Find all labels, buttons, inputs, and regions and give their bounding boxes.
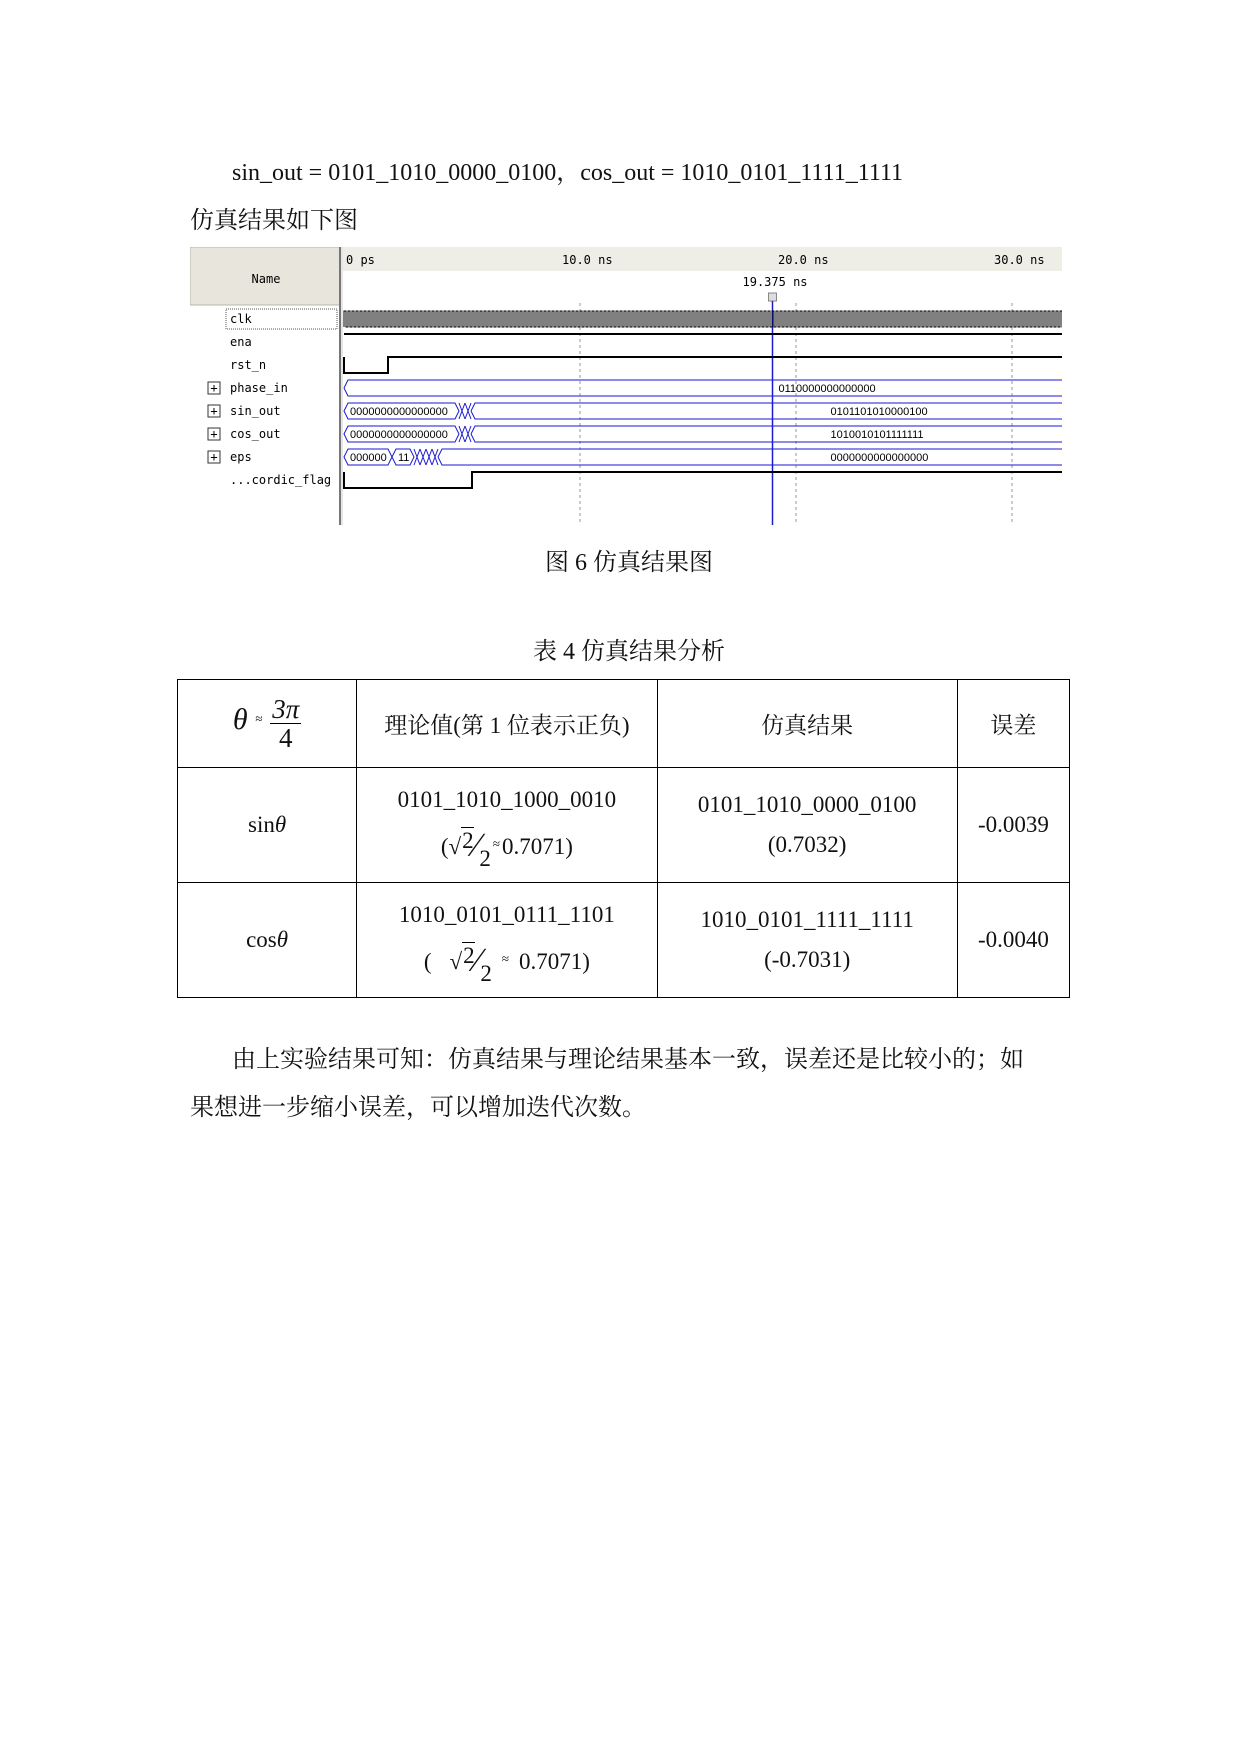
bus-segment: [438, 449, 1062, 465]
table-caption: 表 4 仿真结果分析: [533, 639, 725, 665]
sin-theta-cell: [178, 768, 357, 883]
sim-cell: [657, 768, 957, 883]
rst-trace: [344, 357, 1062, 373]
conclusion-line-2: 果想进一步缩小误差，可以增加迭代次数。: [190, 1095, 646, 1121]
signal-name-clk: clk: [230, 312, 252, 326]
signal-name-ena: ena: [230, 335, 252, 349]
bus-transition: [465, 426, 471, 442]
theory-value: [357, 825, 656, 871]
bus-transition: [459, 403, 465, 419]
time-ruler: [343, 247, 1062, 271]
sim-value: (-0.7031): [764, 947, 851, 972]
sqrt-symbol: √2: [448, 828, 474, 859]
bus-transition: [465, 403, 471, 419]
table-header-row: [178, 680, 1070, 768]
func-label: cos: [246, 927, 277, 952]
approx-value: 0.7071): [501, 834, 573, 859]
theory-cell: [357, 883, 657, 998]
figure-intro: 仿真结果如下图: [190, 208, 358, 234]
denominator: 2: [479, 846, 491, 871]
theory-cell: [357, 768, 657, 883]
approx-symbol: ≈: [255, 710, 263, 726]
sim-binary: 1010_0101_1111_1111: [700, 907, 914, 932]
signal-name-sin_out: sin_out: [230, 404, 281, 418]
frac-numerator: 3π: [272, 693, 300, 724]
cos-theta-cell: [178, 883, 357, 998]
figure-caption: 图 6 仿真结果图: [545, 550, 713, 576]
time-label: 30.0 ns: [994, 253, 1045, 267]
bus-transition: [432, 449, 438, 465]
bus-value-early: 000000: [350, 452, 387, 464]
theta-symbol: θ: [274, 812, 287, 837]
name-header: Name: [251, 272, 281, 286]
theory-binary: 1010_0101_0111_1101: [398, 902, 615, 927]
denominator: 2: [480, 961, 492, 986]
sim-value: (0.7032): [767, 832, 847, 857]
signal-name-eps: eps: [230, 450, 252, 464]
conclusion-line-1: 由上实验结果可知：仿真结果与理论结果基本一致，误差还是比较小的；如: [232, 1047, 1024, 1073]
time-label: 10.0 ns: [562, 253, 613, 267]
approx-value: 0.7071): [518, 949, 590, 974]
bus-value: 1010010101111111: [830, 429, 924, 441]
theta-symbol: θ: [276, 927, 289, 952]
bus-value-early: 0000000000000000: [350, 429, 448, 441]
time-label: 0 ps: [346, 253, 375, 267]
bus-segment: [471, 403, 1062, 419]
waveform-svg: [190, 247, 1062, 525]
fraction-slash: ∕: [473, 827, 480, 864]
waveform-figure: [190, 247, 1062, 525]
expand-glyph: +: [210, 450, 218, 464]
table-row: [178, 768, 1070, 883]
error-header: 误差: [957, 680, 1069, 768]
open-paren: (: [423, 949, 432, 974]
error-cell: -0.0040: [957, 883, 1069, 998]
bus-value: 0000000000000000: [830, 452, 929, 464]
cursor-handle: [769, 293, 777, 301]
bus-value-early: 0000000000000000: [350, 406, 448, 418]
sqrt-symbol: √2: [449, 943, 475, 974]
signal-name-cordic_flag: ...cordic_flag: [230, 473, 332, 487]
time-label: 20.0 ns: [778, 253, 829, 267]
bus-transition: [459, 426, 465, 442]
bus-transition: [426, 449, 432, 465]
signal-name-cos_out: cos_out: [230, 427, 281, 441]
bus-transition: [420, 449, 426, 465]
error-cell: -0.0039: [957, 768, 1069, 883]
approx-symbol: ≈: [501, 951, 509, 966]
theta-header-cell: [178, 680, 357, 768]
bus-transition: [414, 449, 420, 465]
bus-value-early2: 11: [398, 452, 410, 464]
theory-binary: 0101_1010_1000_0010: [397, 787, 617, 812]
expand-glyph: +: [210, 381, 218, 395]
bus-segment: [344, 380, 1062, 396]
sim-header: 仿真结果: [657, 680, 957, 768]
results-table: [177, 679, 1070, 998]
three-pi-over-four: [270, 695, 301, 753]
theory-value: [357, 940, 656, 986]
flag-trace: [344, 472, 1062, 488]
bus-value: 0101101010000100: [830, 406, 928, 418]
sim-binary: 0101_1010_0000_0100: [697, 792, 917, 817]
signal-name-rst_n: rst_n: [230, 358, 267, 372]
signal-name-phase_in: phase_in: [230, 381, 288, 395]
open-paren: (: [440, 834, 449, 859]
cursor-label: 19.375 ns: [742, 275, 808, 289]
approx-symbol: ≈: [492, 836, 500, 851]
frac-denominator: 4: [279, 723, 293, 753]
table-row: [178, 883, 1070, 998]
theory-header: 理论值(第 1 位表示正负): [357, 680, 657, 768]
expand-glyph: +: [210, 404, 218, 418]
bus-segment: [471, 426, 1062, 442]
clk-trace: [344, 311, 1062, 327]
func-label: sin: [248, 812, 275, 837]
theta-symbol: θ: [232, 702, 248, 736]
expand-glyph: +: [210, 427, 218, 441]
sim-cell: [657, 883, 957, 998]
formula-line: sin_out = 0101_1010_0000_0100，cos_out = 1010_0101_1111_1111: [232, 160, 904, 186]
fraction-slash: ∕: [474, 942, 481, 979]
bus-value: 0110000000000000: [778, 383, 876, 395]
